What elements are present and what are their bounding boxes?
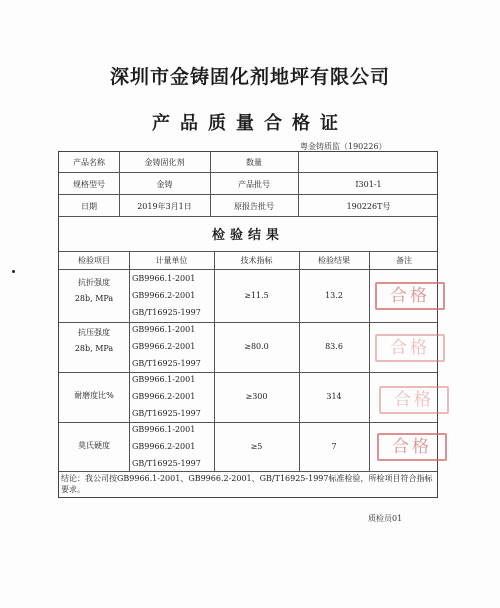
inspection-section-title: 检验结果 [211,228,284,243]
row-divider [59,269,437,270]
pass-stamp: 合格 [375,282,445,310]
row-divider [59,194,437,195]
row-divider [59,372,437,373]
header-spec: 技术指标 [240,256,273,265]
result-value: 7 [331,442,337,451]
quantity-label: 数量 [246,158,262,167]
model-value: 金铸 [156,180,173,189]
standard: GB9966.1-2001 [132,274,196,283]
row-divider [59,322,437,323]
certificate-title: 产品质量合格证 [152,113,348,134]
certificate-table [58,151,438,498]
standard: GB/T16925-1997 [132,359,201,368]
row-divider [59,216,437,217]
date-label: 日期 [81,202,97,211]
product-name-label: 产品名称 [73,158,105,167]
item-name: 抗压强度 [78,328,110,337]
conclusion-text: 结论：我公司按GB9966.1-2001、GB9966.2-2001、GB/T16925-1997标准检验，所检项目符合指标要求。 [61,474,433,494]
pass-stamp: 合格 [379,386,449,414]
result-value: 314 [326,392,342,401]
item-name: 耐磨度比% [74,391,114,400]
standard: GB9966.1-2001 [132,375,196,384]
standard: GB9966.1-2001 [132,425,196,434]
report-batch-label: 原报告批号 [234,202,274,211]
batch-label: 产品批号 [238,180,270,189]
inspector-signature: 质检员01 [368,514,403,523]
header-unit: 计量单位 [155,256,188,265]
company-name: 深圳市金铸固化剂地坪有限公司 [109,66,390,88]
pass-stamp: 合格 [377,433,447,461]
item-name: 莫氏硬度 [78,441,110,450]
spec-value: ≥5 [250,442,263,451]
standard: GB9966.2-2001 [132,392,196,401]
pass-stamp: 合格 [375,334,445,362]
col-divider [214,251,215,471]
standard: GB9966.2-2001 [132,442,196,451]
standard: GB/T16925-1997 [132,409,201,418]
batch-value: I301-1 [355,180,382,189]
header-remark: 备注 [396,256,412,265]
result-value: 83.6 [325,342,343,351]
spec-value: ≥11.5 [244,291,269,300]
product-name-value: 金铸固化剂 [144,158,185,167]
result-value: 13.2 [325,291,343,300]
row-divider [59,471,437,472]
standard: GB9966.2-2001 [132,291,196,300]
header-item: 检验项目 [78,256,110,265]
row-divider [59,251,437,252]
item-unit: 28b, MPa [74,294,114,303]
standard: GB/T16925-1997 [132,308,201,317]
standard: GB9966.1-2001 [132,325,196,334]
date-value: 2019年3月1日 [137,202,192,211]
item-name: 抗折强度 [78,278,110,287]
col-divider [299,251,300,471]
standard: GB9966.2-2001 [132,342,196,351]
standard: GB/T16925-1997 [132,459,201,468]
model-label: 规格型号 [73,180,105,189]
header-result: 检验结果 [318,256,350,265]
item-unit: 28b, MPa [74,344,114,353]
row-divider [59,422,437,423]
col-divider [369,251,370,471]
scan-speck [12,270,15,273]
row-divider [59,172,437,173]
report-batch-value: 190226T号 [346,202,391,211]
spec-value: ≥300 [245,392,268,401]
reference-code: 粤金铸质监（190226） [300,142,387,151]
spec-value: ≥80.0 [244,342,269,351]
col-divider [129,251,130,471]
